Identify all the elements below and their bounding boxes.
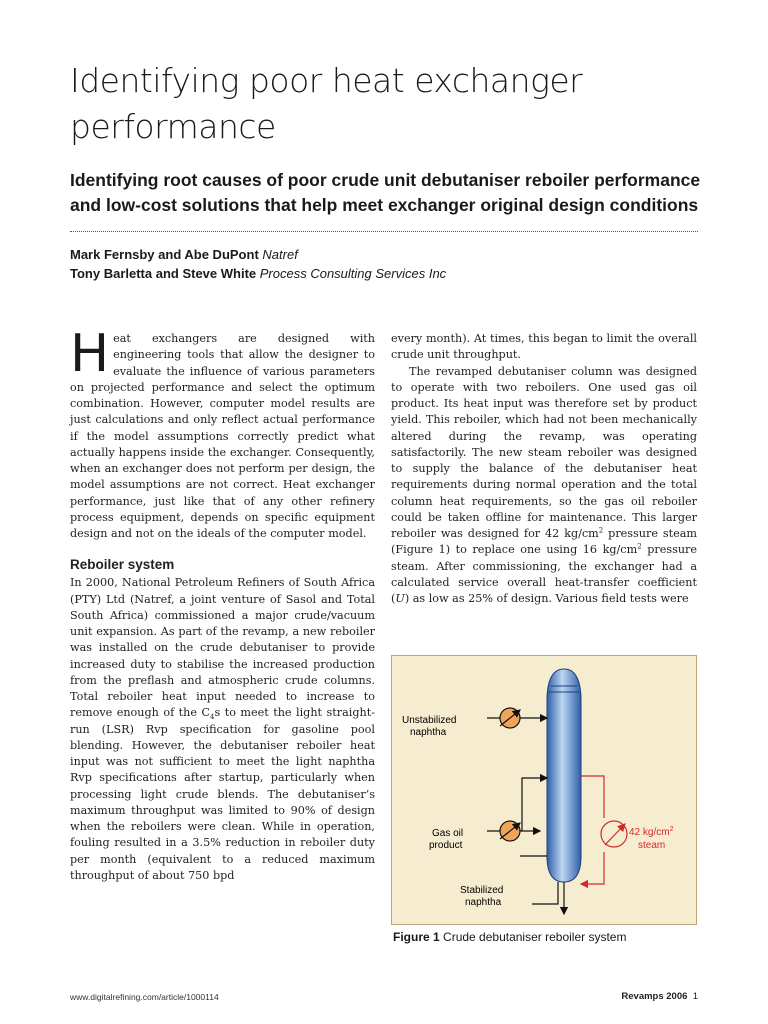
- reboiler-text-a: In 2000, National Petroleum Refiners of South Africa (PTY) Ltd (Natref, a joint venture of Sasol and Total South Africa) commissioned a major crude/vacuum unit expansion. As part of the revamp, a new reboiler was installed on the crude debutaniser to provide increased duty to stabilise the increased production from the preflash and atmospheric crude columns. Total reboiler heat input needed to increase to remove enough of the C: [70, 576, 375, 720]
- right-paragraph-1: every month). At times, this began to limit the overall crude unit throughput.: [391, 332, 697, 362]
- author-names-1: Mark Fernsby and Abe DuPont: [70, 247, 259, 262]
- steam-return-line: [581, 776, 604, 818]
- footer-issue-name: Revamps 2006: [621, 991, 688, 1002]
- right-text-d: ) as low as 25% of design. Various field tests were: [404, 592, 689, 605]
- label-stabilized: Stabilized: [460, 885, 504, 896]
- debutaniser-diagram: [392, 656, 696, 924]
- label-steam-pressure: 42 $kg/cm^2$: [629, 826, 674, 838]
- figure-number: Figure 1: [393, 930, 440, 944]
- body-column-right: [391, 331, 697, 607]
- footer-issue: [621, 991, 698, 1002]
- label-steam: steam: [638, 840, 666, 851]
- body-column-left: [70, 324, 375, 884]
- author-line-1: [70, 245, 710, 264]
- figure-caption: [393, 929, 626, 945]
- intro-paragraph: [70, 324, 375, 542]
- dotted-divider: [70, 231, 698, 232]
- label-unstabilized: Unstabilized: [402, 715, 457, 726]
- footer-url[interactable]: www.digitalrefining.com/article/1000114: [70, 992, 219, 1002]
- figure-caption-text: Crude debutaniser reboiler system: [443, 930, 627, 944]
- label-gas-oil: Gas oil: [432, 828, 464, 839]
- author-org-1: Natref: [262, 247, 298, 262]
- reboiler-text-b: s to meet the light straight-run (LSR) Rvp specification for gasoline pool blending. However, the debutaniser reboiler heat input was not sufficient to meet the light naphtha Rvp specifications after startup, particularly when processing light crude blends. The debutaniser’s maximum throughput was limited to 90% of design when the reboilers were clean. While in operation, fouling resulted in a 3.5% reduction in reboiler duty per month (equivalent to a reduced maximum throughput of about 750 bpd: [70, 706, 375, 882]
- author-line-2: [70, 264, 710, 283]
- drop-cap: H: [70, 324, 110, 384]
- figure-1-diagram: [391, 655, 697, 925]
- author-names-2: Tony Barletta and Steve White: [70, 266, 257, 281]
- steam-draw-line: [581, 852, 604, 884]
- author-block: [70, 245, 710, 283]
- superscript-2: 2: [637, 542, 642, 551]
- right-text-b: pressure steam (Figure 1) to replace one using 16 kg/cm: [391, 527, 697, 557]
- page-number: 1: [692, 991, 698, 1002]
- label-product: product: [429, 840, 463, 851]
- superscript-1: 2: [598, 526, 604, 535]
- right-text-c: pressure steam. After commissioning, the exchanger had a calculated service overall heat-transfer coefficient (: [391, 543, 697, 605]
- steam-reboiler-icon: [601, 821, 627, 847]
- right-paragraph-2: [391, 364, 697, 608]
- author-org-2: Process Consulting Services Inc: [259, 266, 447, 281]
- article-title: Identifying poor heat exchanger performance: [70, 61, 583, 146]
- gasoil-return-line: [522, 778, 547, 831]
- reboiler-paragraph: [70, 575, 375, 884]
- debutaniser-column: [547, 669, 581, 882]
- article-subtitle: Identifying root causes of poor crude unit debutaniser reboiler performance and low-cost solutions that help meet exchanger original design conditions: [70, 170, 701, 215]
- u-variable: U: [395, 592, 405, 605]
- c4-subscript: 4: [210, 713, 215, 722]
- label-stabilized-naphtha: naphtha: [465, 897, 502, 908]
- section-heading: Reboiler system: [70, 557, 175, 573]
- intro-text: eat exchangers are designed with engineering tools that allow the designer to evaluate the influence of various parameters on projected performance and select the optimum combination. However, computer model results are just calculations and only reflect actual performance if the model assumptions correctly predict what actually happens inside the exchanger. Consequently, when an exchanger does not perform per design, the model assumptions are not correct. Heat exchanger performance, just like that of any other refinery process equipment, depends on specific equipment design and not on the ideals of the computer model.: [70, 332, 375, 540]
- right-text-a: The revamped debutaniser column was designed to operate with two reboilers. One used gas oil product. Its heat input was therefore set by product yield. This reboiler, which had not been mechanically altered during the revamp, was operating satisfactorily. The new steam reboiler was designed to supply the balance of the debutaniser heat requirements during normal operation and the total column heat requirements, so the gas oil reboiler could be taken offline for maintenance. This larger reboiler was designed for 42 kg/cm: [391, 364, 697, 540]
- bottoms-line: [532, 882, 558, 904]
- label-unstabilized-naphtha: naphtha: [410, 727, 447, 738]
